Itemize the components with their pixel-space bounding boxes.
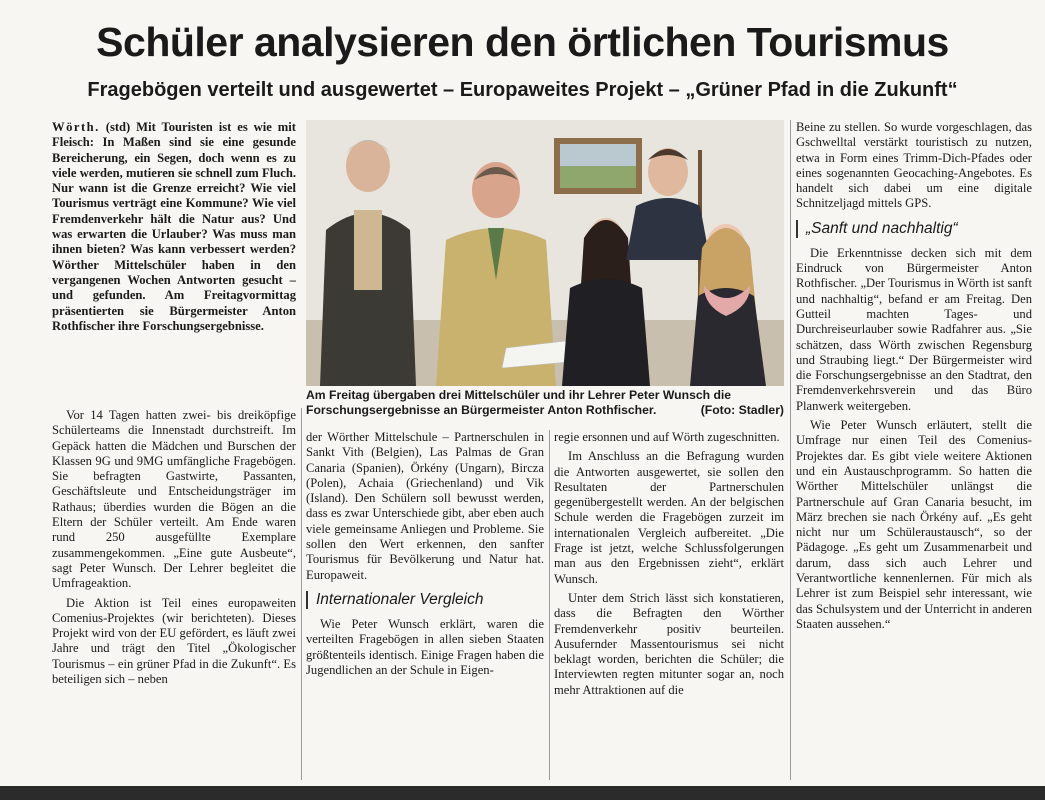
column-rule	[549, 430, 550, 780]
column-1-paragraph-2: Die Aktion ist Teil eines europaweiten Comenius-Projektes (wir berichteten). Dieses Projekt wird von der EU gefördert, es läuft zwei Jahre und trägt den Titel „Ökologischer Tourismus – ein grüner Pfad in die Zukunft“. Es beteiligen sich – neben	[52, 595, 296, 687]
bottom-edge	[0, 786, 1045, 800]
column-1	[52, 408, 296, 784]
column-4-subhead: „Sanft und nachhaltig“	[796, 220, 1032, 238]
column-3-paragraph-3: Unter dem Strich lässt sich konstatieren, dass die Befragten den Wörther Fremdenverkehr positiv beurteilen. Ausufernder Massentourismus sei nicht beklagt worden, berichten die Schüler; die Interviewten regten mitunter sogar an, noch mehr Attraktionen auf die	[554, 590, 784, 697]
article-photo	[306, 120, 784, 386]
column-3-paragraph-2: Im Anschluss an die Befragung wurden die Antworten ausgewertet, sie sollen den Resultaten der Partnerschulen gegenübergestellt werden. An der belgischen Schule werden die Fragebögen zurzeit im internationalen Vergleich aufbereitet. „Die Frage ist jetzt, welche Schlussfolgerungen man aus den Ergebnissen zieht“, erklärt Wunsch.	[554, 449, 784, 586]
lead-paragraph	[52, 120, 296, 388]
column-4	[796, 120, 1032, 784]
column-3	[554, 430, 784, 784]
column-2-paragraph-2: Wie Peter Wunsch erklärt, waren die verteilten Fragebögen in allen sieben Staaten größtenteils identisch. Einige Fragen haben die Jugendlichen an der Schule in Eigen-	[306, 616, 544, 677]
headline: Schüler analysieren den örtlichen Tourismus	[96, 19, 949, 65]
column-4-paragraph-3: Wie Peter Wunsch erläutert, stellt die Umfrage nur einen Teil des Comenius-Projektes dar. Es gibt viele weitere Aktionen und ein Austauschprogramm. So hatten die Wörther Mittelschüler unlängst die Partnerschule auf Gran Canaria besucht, im März brechen sie nach Örkény auf. „Es geht nicht nur um Schüleraustausch“, so der Pädagoge. „Es geht um Zusammenarbeit und darum, dass sich auch Lehrer und Verantwortliche kennenlernen. Für mich als Lehrer ist zum Beispiel sehr interessant, wie das Schulsystem und der Unterricht in anderen Staaten aussehen.“	[796, 418, 1032, 631]
column-4-paragraph-2: Die Erkenntnisse decken sich mit dem Eindruck von Bürgermeister Anton Rothfischer. „Der Tourismus in Wörth ist sanft und nachhaltig“, befand er am Freitag. Den Gutteil machten Tages- und Durchreiseurlauber sowie Radfahrer aus. „Sie schätzen, dass Wörth zwischen Regensburg und Straubing liegt.“ Der Bürgermeister wird die Forschungsergebnisse an den Stadtrat, den Fremdenverkehrsverein und das Büro Planwerk weitergeben.	[796, 245, 1032, 413]
lead-body: (std) Mit Touristen ist es wie mit Fleisch: In Maßen sind sie eine gesunde Bereicherung, ein Segen, doch wenn es zu viele werden, mutieren sie schnell zum Fluch. Nur wann ist die Grenze erreicht? Wie viel Tourismus verträgt eine Kommune? Wie viel Fremdenverkehr hält die Natur aus? Und was erwarten die Urlauber? Was muss man ihnen bieten? Was kann verbessert werden? Wörther Mittelschüler haben in den vergangenen Wochen Antworten gesucht – und gefunden. Am Freitagvormittag präsentierten sie Bürgermeister Anton Rothfischer ihre Forschungsergebnisse.	[52, 120, 296, 333]
column-rule	[301, 408, 302, 780]
lead-location: Wörth.	[52, 120, 100, 134]
column-2-subhead: Internationaler Vergleich	[306, 591, 544, 609]
photo-caption	[306, 388, 784, 418]
column-rule	[790, 120, 791, 780]
column-3-paragraph-1: regie ersonnen und auf Wörth zugeschnitten.	[554, 430, 780, 444]
column-1-paragraph-1: Vor 14 Tagen hatten zwei- bis dreiköpfige Schülerteams die Innenstadt durchstreift. Im Gepäck hatten die Mädchen und Burschen der Klassen 9G und 9MG umfängliche Fragebögen. Sie befragten Gastwirte, Passanten, Geschäftsleute und Entscheidungsträger im Rathaus; überdies wurden die Bögen an die Eltern der Schüler verteilt. Am Ende waren rund 250 ausgefüllte Exemplare zusammengekommen. „Eine gute Ausbeute“, sagt Peter Wunsch. Der Lehrer begleitet die Umfrageaktion.	[52, 408, 296, 591]
photo-credit: (Foto: Stadler)	[700, 403, 784, 417]
photo-caption-text: Am Freitag übergaben drei Mittelschüler und ihr Lehrer Peter Wunsch die Forschungsergebnisse an Bürgermeister Anton Rothfischer.	[306, 388, 732, 417]
column-2-paragraph-1: der Wörther Mittelschule – Partnerschulen in Sankt Vith (Belgien), Las Palmas de Gran Canaria (Spanien), Örkény (Ungarn), Bircza (Polen), Achaia (Griechenland) und Vik (Island). Den Schülern soll bewusst werden, dass es zwar Unterschiede gibt, aber eben auch viele gemeinsame Anliegen und Probleme. Sie sollen den Wert erkennen, den sanfter Tourismus für Bevölkerung und Natur hat. Europaweit.	[306, 430, 544, 582]
column-2	[306, 430, 544, 784]
column-4-paragraph-1: Beine zu stellen. So wurde vorgeschlagen, das Gschwelltal verstärkt touristisch zu nutzen, etwa in Form eines Trimm-Dich-Pfades oder eines sogenannten Geocaching-Angebotes. Es handelt sich dabei um eine digitale Schnitzeljagd mittels GPS.	[796, 120, 1032, 211]
photo-illustration	[306, 120, 784, 386]
subheadline: Fragebögen verteilt und ausgewertet – Europaweites Projekt – „Grüner Pfad in die Zukunft“	[87, 79, 958, 101]
